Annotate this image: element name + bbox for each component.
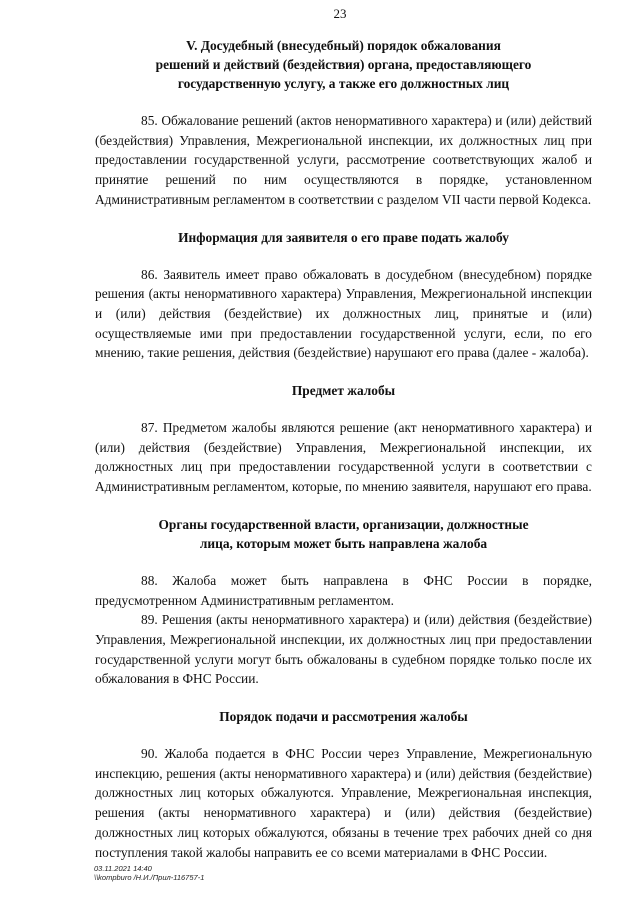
paragraph-90: 90. Жалоба подается в ФНС России через Управление, Межрегиональную инспекцию, решения (акты ненормативного характера) и (или) действия (бездействие) должностных лиц которых обжалуются. Управление, Межрегиональная инспекция, решения (акты ненормативного характера) и (или) действия (бездействие) должностных лиц которых обжалуются, обязаны в течение трех рабочих дней со дня поступления такой жалобы направить ее со всеми материалами в ФНС России. — [95, 746, 592, 860]
paragraph-86: 86. Заявитель имеет право обжаловать в досудебном (внесудебном) порядке решения (акты ненормативного характера) Управления, Межрегиональной инспекции и (или) действия (бездействие) их должностных лиц, принятые и (или) осуществляемые ими при предоставлении государственной услуги, если, по его мнению, такие решения, действия (бездействие) нарушают его права (далее - жалоба). — [95, 266, 592, 361]
section-v-heading — [95, 36, 592, 93]
section-v-heading-line-3: государственную услугу, а также его должностных лиц — [177, 76, 510, 91]
section-v-heading-line-2: решений и действий (бездействия) органа, предоставляющего — [155, 57, 532, 72]
organs-heading — [95, 515, 592, 553]
subject-heading: Предмет жалобы — [291, 383, 396, 399]
print-footer — [94, 864, 204, 882]
paragraph-85: 85. Обжалование решений (актов ненормативного характера) и (или) действий (бездействия) Управления, Межрегиональной инспекции, их должностных лиц при предоставлении государственной услуги, рассмотрение соответствующих жалоб и принятие решений по ним осуществляются в порядке, установленном Административным регламентом в соответствии с разделом VII части первой Кодекса. — [95, 113, 592, 207]
paragraph-88: 88. Жалоба может быть направлена в ФНС России в порядке, предусмотренном Административным регламентом. — [95, 572, 592, 608]
organs-heading-line-2: лица, которым может быть направлена жалоба — [199, 535, 488, 551]
procedure-heading: Порядок подачи и рассмотрения жалобы — [219, 709, 468, 725]
paragraph-89: 89. Решения (акты ненормативного характера) и (или) действия (бездействие) Управления, Межрегиональной инспекции, их должностных лиц при предоставлении государственной услуги могут быть обжалованы в судебном порядке только после их обжалования в ФНС России. — [95, 612, 592, 687]
organs-heading-line-1: Органы государственной власти, организации, должностные — [158, 516, 529, 532]
footer-date: 03.11.2021 14:40 — [94, 864, 152, 873]
section-v-heading-line-1: V. Досудебный (внесудебный) порядок обжалования — [186, 38, 501, 53]
paragraph-87: 87. Предметом жалобы являются решение (акт ненормативного характера) и (или) действия (бездействие) Управления, Межрегиональной инспекции, их должностных лиц при предоставлении государственной услуги в соответствии с Административным регламентом, которые, по мнению заявителя, нарушают его права. — [95, 420, 592, 495]
document-body — [95, 36, 592, 862]
info-heading: Информация для заявителя о его праве подать жалобу — [178, 229, 509, 245]
footer-path: \\kompburo /Н.И./Прил-116757-1 — [94, 873, 205, 882]
page-number: 23 — [333, 6, 347, 21]
